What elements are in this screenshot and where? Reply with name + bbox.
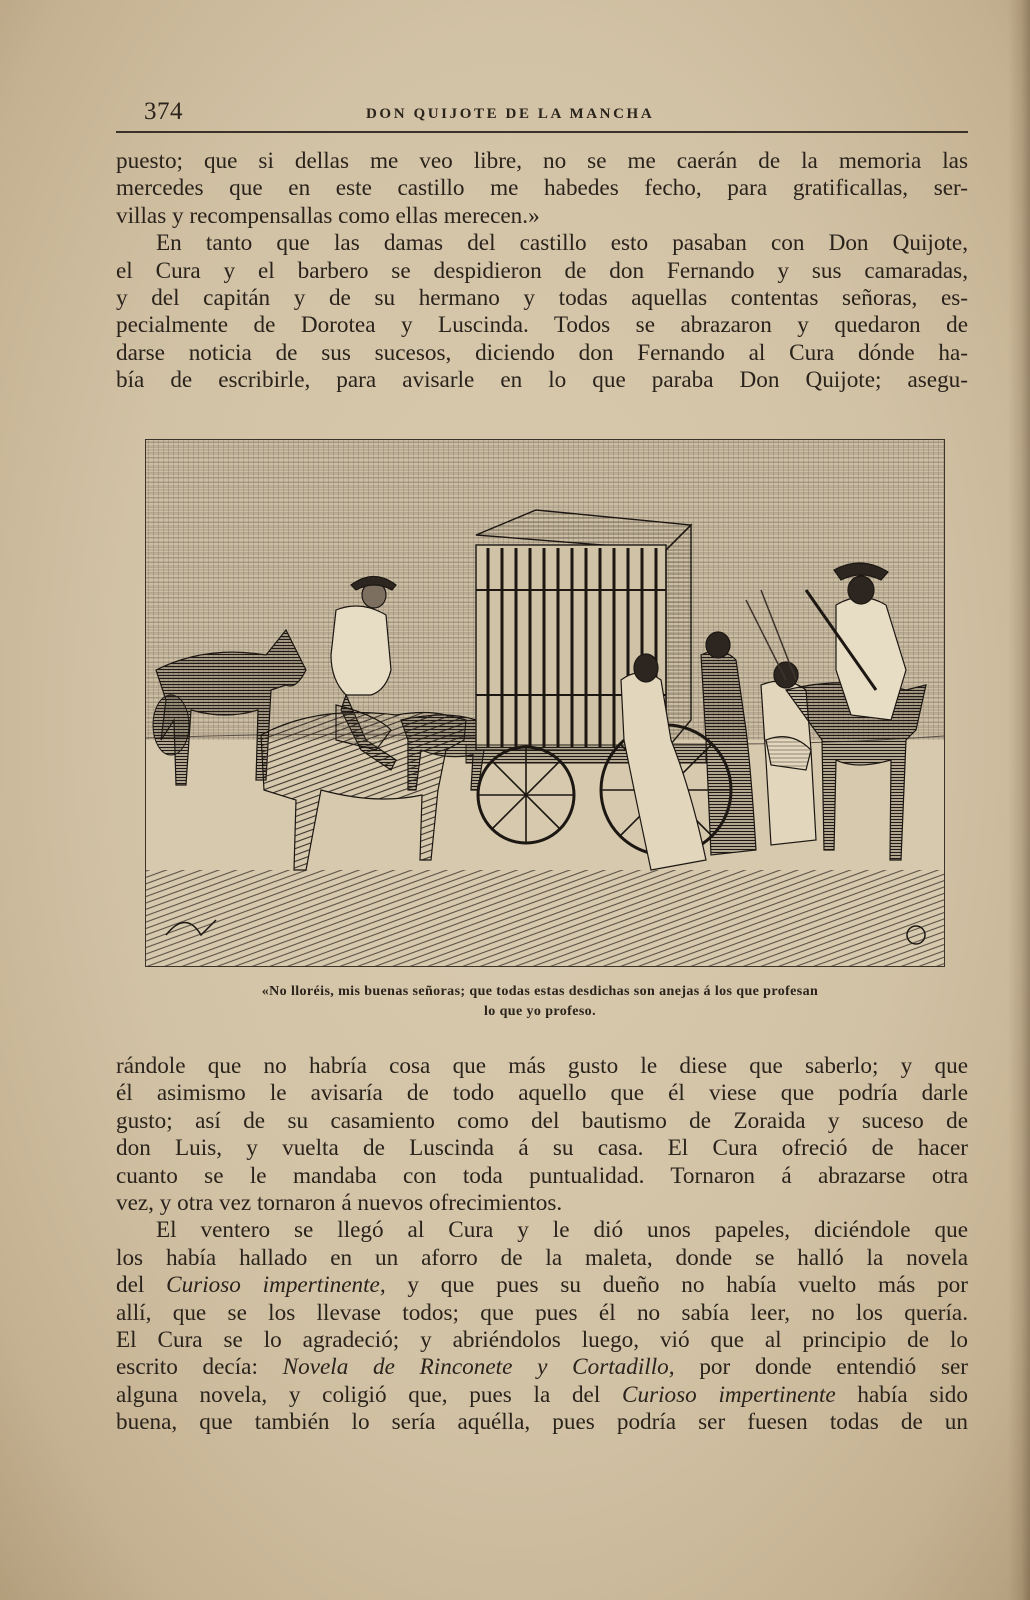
text-line: darse noticia de sus sucesos, diciendo don Fernando al Cura dónde ha- [116, 339, 968, 366]
text-line [116, 1382, 968, 1409]
italic-title: Curioso impertinente [622, 1381, 836, 1408]
text-line: mercedes que en este castillo me habedes fecho, para gratificallas, ser- [116, 175, 968, 202]
text-line [116, 1272, 968, 1299]
text-line: puesto; que si dellas me veo libre, no se me caerán de la memoria las [116, 148, 968, 174]
text-line: los había hallado en un aforro de la maleta, donde se halló la novela [116, 1244, 968, 1271]
text-run: alguna novela, y coligió que, pues la del [116, 1381, 623, 1408]
text-line: él asimismo le avisaría de todo aquello que él viese que podría darle [116, 1080, 968, 1107]
running-title: DON QUIJOTE DE LA MANCHA [366, 106, 655, 122]
illustration-caption [140, 982, 940, 1022]
page-number: 374 [144, 98, 183, 125]
text-line: vez, y otra vez tornaron á nuevos ofrecimientos. [116, 1190, 563, 1217]
text-line: pecialmente de Dorotea y Luscinda. Todos se abrazaron y quedaron de [116, 312, 968, 339]
body-text-bottom [116, 1053, 968, 1437]
text-line: En tanto que las damas del castillo esto pasaban con Don Quijote, [156, 230, 968, 257]
caption-line: lo que yo profeso. [484, 1004, 596, 1019]
text-line: cuanto se le mandaba con toda puntualidad. Tornaron á abrazarse otra [116, 1162, 968, 1189]
text-line: villas y recompensallas como ellas merecen.» [116, 202, 540, 229]
body-text-top [116, 148, 968, 395]
text-line: don Luis, y vuelta de Luscinda á su casa. El Cura ofreció de hacer [116, 1135, 968, 1162]
text-run: y que pues su dueño no había vuelto más por [385, 1272, 968, 1299]
text-run: del [116, 1272, 167, 1299]
caption-line: «No lloréis, mis buenas señoras; que todas estas desdichas son anejas á los que profesan [261, 984, 819, 999]
text-line: buena, que también lo sería aquélla, pues podría ser fuesen todas de un [116, 1409, 968, 1436]
text-line: bía de escribirle, para avisarle en lo que paraba Don Quijote; asegu- [116, 367, 968, 394]
text-line: y del capitán y de su hermano y todas aquellas contentas señoras, es- [116, 285, 968, 312]
text-run: por donde entendió ser [674, 1354, 968, 1381]
text-line: el Cura y el barbero se despidieron de don Fernando y sus camaradas, [116, 257, 968, 284]
text-line: El Cura se lo agradeció; y abriéndolos luego, vió que al principio de lo [116, 1327, 968, 1354]
page-header [116, 96, 968, 130]
text-run: había sido [835, 1381, 968, 1408]
text-run: escrito decía: [116, 1354, 283, 1381]
text-line: gusto; así de su casamiento como del bautismo de Zoraida y suceso de [116, 1107, 968, 1134]
header-rule [116, 131, 968, 133]
text-line: allí, que se los llevase todos; que pues él no sabía leer, no los quería. [116, 1299, 968, 1326]
cart-cage-icon [146, 440, 944, 966]
page-edge-shadow [1008, 0, 1030, 1600]
italic-title: Novela de Rinconete y Cortadillo, [282, 1354, 675, 1381]
text-line: El ventero se llegó al Cura y le dió unos papeles, diciéndole que [156, 1217, 968, 1244]
engraving-illustration [145, 439, 945, 967]
text-line: rándole que no habría cosa que más gusto le diese que saberlo; y que [116, 1053, 968, 1079]
italic-title: Curioso impertinente, [166, 1272, 386, 1299]
text-line [116, 1354, 968, 1381]
